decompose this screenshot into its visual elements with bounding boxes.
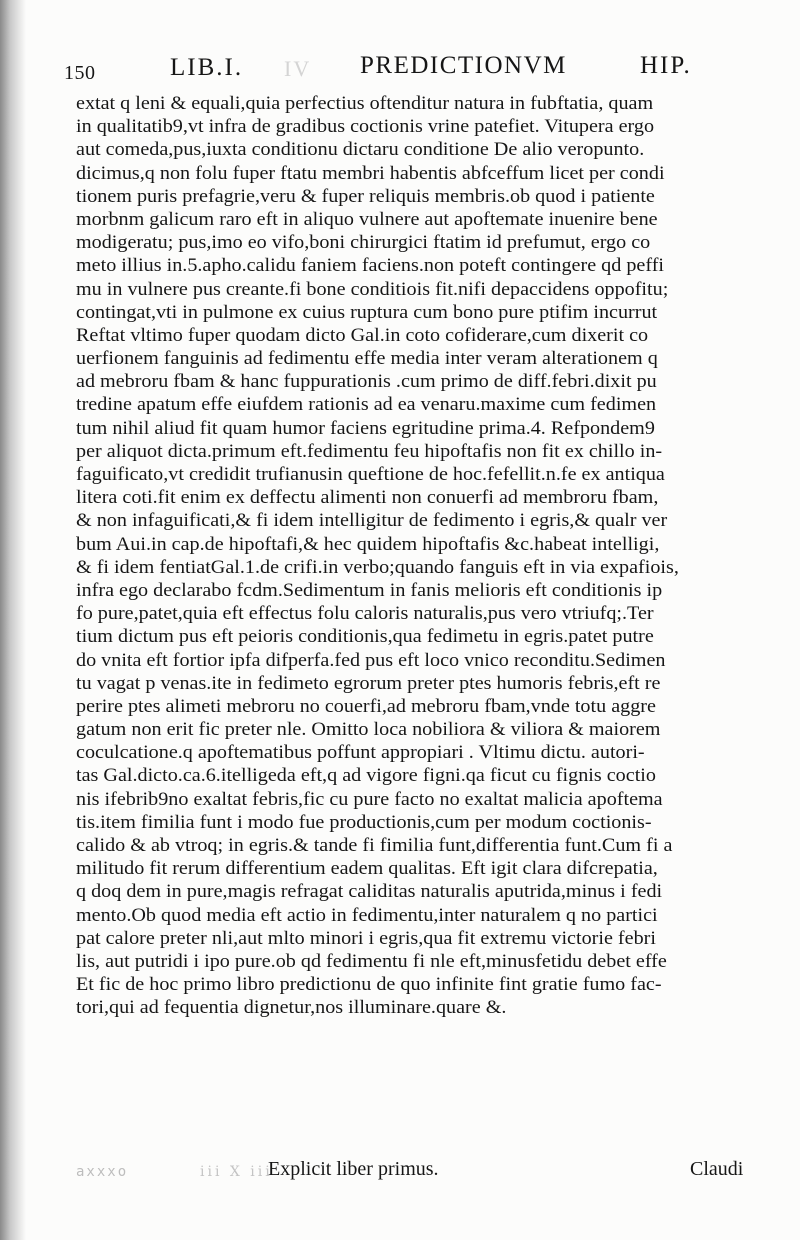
text-line: per aliquot dicta.primum eft.fedimentu feu hipoftafis non fit ex chillo in- [76,440,663,462]
text-line: ad mebroru fbam & hanc fuppurationis .cum primo de diff.febri.dixit pu [76,371,657,393]
running-author: HIP. [640,52,692,79]
running-title: PREDICTIONVM [360,52,567,79]
gutter-shadow [0,0,26,1240]
text-line: Reftat vltimo fuper quodam dicto Gal.in coto cofiderare,cum dixerit co [76,324,649,346]
body-text [76,92,766,1020]
text-line: tas Gal.dicto.ca.6.itelligeda eft,q ad vigore figni.qa ficut cu fignis coctio [76,765,656,787]
text-line: faguificato,vt credidit trufianusin queftione de hoc.fefellit.n.fe ex antiqua [76,464,665,485]
show-through-footer-mid: iii X iii [200,1164,273,1180]
text-line: pat calore preter nli,aut mlto minori i egris,qua fit extremu victorie febri [76,927,656,949]
text-line: uerfionem fanguinis ad fedimentu effe media inter veram alterationem q [76,348,658,370]
text-line: tu vagat p venas.ite in fedimeto egrorum preter ptes humoris febris,eft re [76,672,661,694]
text-line: tionem puris prefagrie,veru & fuper reliquis membris.ob quod i patiente [76,185,655,207]
show-through-text: IV [284,56,312,81]
text-line: do vnita eft fortior ipfa difperfa.fed pus eft loco vnico reconditu.Sedimen [76,649,666,671]
text-line: bum Aui.in cap.de hipoftafi,& hec quidem hipoftafis &c.habeat intelligi, [76,533,660,555]
text-line: & non infaguificati,& fi idem intelligitur de fedimento i egris,& qualr ver [76,510,668,532]
text-line: morbnm galicum raro eft in aliquo vulnere aut apoftemate inuenire bene [76,208,658,230]
text-line: coculcatione.q apoftematibus poffunt appropiari . Vltimu dictu. autori- [76,742,645,764]
text-line: Et fic de hoc primo libro predictionu de quo infinite fint gratie fumo fac- [76,974,662,996]
text-line: tori,qui ad fequentia dignetur,nos illuminare.quare &. [76,997,507,1019]
catchword: Claudi [690,1158,744,1180]
text-line: dicimus,q non folu fuper ftatu membri habentis abfceffum licet per condi [76,162,665,184]
text-line: mu in vulnere pus creante.fi bone conditiois fit.nifi depaccidens oppofitu; [76,278,669,300]
text-line: extat q leni & equali,quia perfectius oftenditur natura in fubftatia, quam [76,93,654,114]
text-line: nis ifebrib9no exaltat febris,fic cu pure facto no exaltat malicia apoftema [76,788,663,810]
text-line: tis.item fimilia funt i modo fue productionis,cum per modum coctionis- [76,811,652,833]
text-line: & fi idem fentiatGal.1.de crifi.in verbo;quando fanguis eft in via expafiois, [76,556,679,578]
text-line: meto illius in.5.apho.calidu faniem faciens.non poteft contingere qd peffi [76,255,665,277]
text-line: calido & ab vtroq; in egris.& tande fi fimilia funt,differentia funt.Cum fi a [76,835,673,856]
text-line: lis, aut putridi i ipo pure.ob qd fedimentu fi nle eft,minusfetidu debet effe [76,950,667,972]
text-line: aut comeda,pus,iuxta conditionu dictaru conditione De alio veropunto. [76,139,645,161]
show-through-footer-left: axxxo [76,1164,129,1180]
text-line: modigeratu; pus,imo eo vifo,boni chirurgici ftatim id prefumut, ergo co [76,232,651,254]
text-line: gatum non erit fic preter nle. Omitto loca nobiliora & viliora & maiorem [76,719,661,741]
text-line: militudo fit rerum differentium eadem qualitas. Eft igit clara difcrepatia, [76,858,658,880]
running-head [64,48,704,88]
text-line: tum nihil aliud fit quam humor faciens egritudine prima.4. Refpondem9 [76,417,655,439]
explicit-line: Explicit liber primus. [268,1158,439,1180]
text-line: in qualitatib9,vt infra de gradibus coctionis vrine patefiet. Vitupera ergo [76,116,655,138]
text-line: infra ego declarabo fcdm.Sedimentum in fanis melioris eft conditionis ip [76,579,663,601]
text-line: perire ptes alimeti mebroru no couerfi,ad mebroru fbam,vnde totu aggre [76,695,656,717]
text-line: q doq dem in pure,magis refragat caliditas naturalis aputrida,minus i fedi [76,881,663,903]
folio-number: 150 [64,62,96,84]
text-line: contingat,vti in pulmone ex cuius ruptura cum bono pure ptifim incurrut [76,301,658,323]
text-line: tium dictum pus eft peioris conditionis,qua fedimetu in egris.patet putre [76,626,654,648]
text-line: litera coti.fit enim ex deffectu alimenti non conuerfi ad membroru fbam, [76,487,659,509]
text-line: fo pure,patet,quia eft effectus folu caloris naturalis,pus vero vtriufq;.Ter [76,603,654,625]
text-line: mento.Ob quod media eft actio in fedimentu,inter naturalem q no partici [76,904,658,926]
text-line: tredine apatum effe eiufdem rationis ad ea venaru.maxime cum fedimen [76,394,657,416]
book-number: LIB.I. [170,54,244,81]
